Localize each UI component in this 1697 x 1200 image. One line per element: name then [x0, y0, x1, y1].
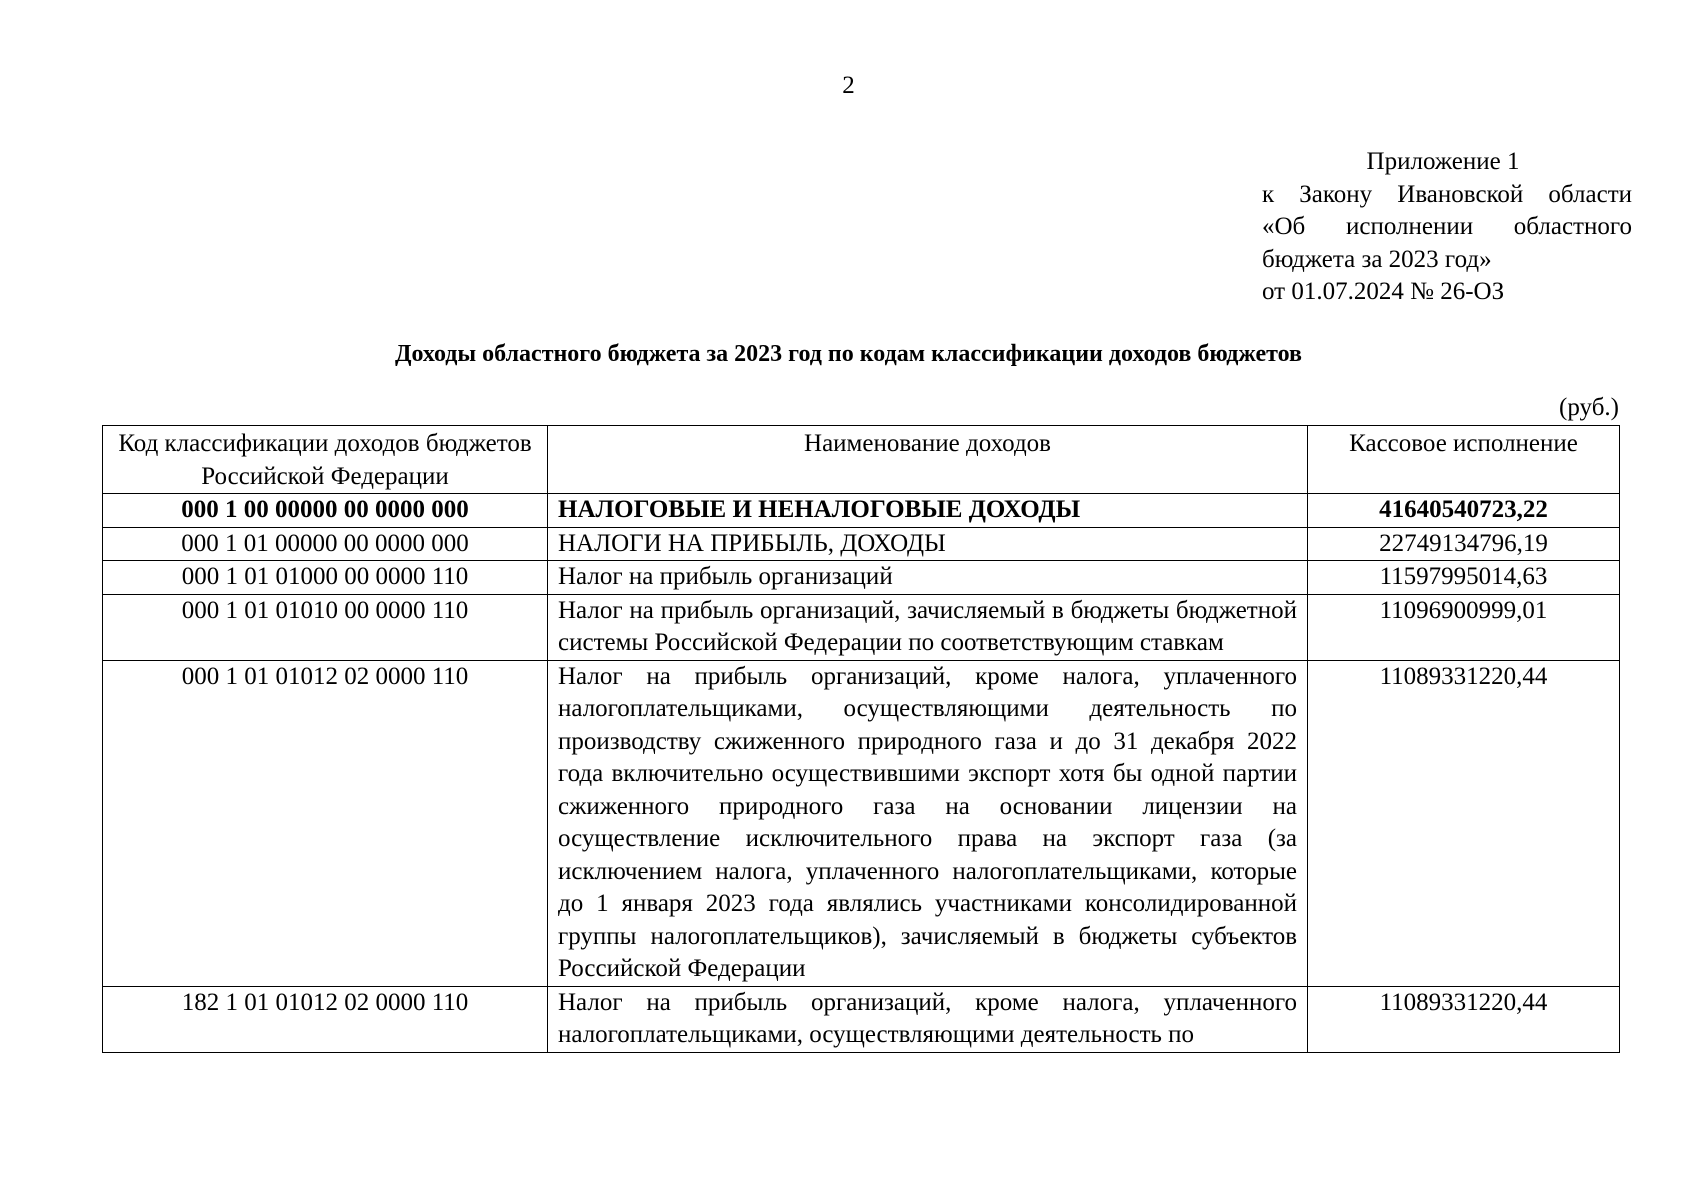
appendix-line: от 01.07.2024 № 26-ОЗ	[1262, 278, 1505, 305]
appendix-line: бюджета за 2023 год»	[1262, 245, 1492, 273]
row-code: 000 1 01 01010 00 0000 110	[103, 594, 548, 660]
row-amount: 22749134796,19	[1308, 527, 1620, 561]
row-code: 000 1 00 00000 00 0000 000	[103, 494, 548, 528]
appendix-line: «Об исполнении областного	[1262, 213, 1632, 240]
income-table	[102, 425, 1620, 1053]
table-row	[103, 660, 1620, 986]
header-amount: Кассовое исполнение	[1308, 426, 1620, 494]
row-code: 000 1 01 00000 00 0000 000	[103, 527, 548, 561]
header-code: Код классификации доходов бюджетов Российской Федерации	[103, 426, 548, 494]
page-number: 2	[842, 72, 855, 99]
row-amount: 11096900999,01	[1308, 594, 1620, 660]
row-name: Налог на прибыль организаций, зачисляемый в бюджеты бюджетной системы Российской Федерации по соответствующим ставкам	[548, 594, 1308, 660]
header-name: Наименование доходов	[548, 426, 1308, 494]
row-code: 182 1 01 01012 02 0000 110	[103, 986, 548, 1052]
row-name: НАЛОГИ НА ПРИБЫЛЬ, ДОХОДЫ	[548, 527, 1308, 561]
row-name: НАЛОГОВЫЕ И НЕНАЛОГОВЫЕ ДОХОДЫ	[548, 494, 1308, 528]
appendix-line: к Закону Ивановской области	[1262, 180, 1632, 208]
appendix-line: Приложение 1	[1366, 148, 1520, 175]
currency-unit: (руб.)	[1559, 394, 1619, 421]
appendix-reference	[1262, 146, 1632, 309]
table-row	[103, 561, 1620, 595]
document-title: Доходы областного бюджета за 2023 год по кодам классификации доходов бюджетов	[394, 341, 1303, 367]
table-row	[103, 527, 1620, 561]
table-row	[103, 494, 1620, 528]
row-code: 000 1 01 01000 00 0000 110	[103, 561, 548, 595]
row-amount: 11597995014,63	[1308, 561, 1620, 595]
row-amount: 11089331220,44	[1308, 986, 1620, 1052]
table-header-row	[103, 426, 1620, 494]
row-name: Налог на прибыль организаций, кроме налога, уплаченного налогоплательщиками, осуществляющими деятельность по производству сжиженного природного газа и до 31 декабря 2022 года включительно осуществившими экспорт хотя бы одной партии сжиженного природного газа на основании лицензии на осуществление исключительного права на экспорт газа (за исключением налога, уплаченного налогоплательщиками, которые до 1 января 2023 года являлись участниками консолидированной группы налогоплательщиков), зачисляемый в бюджеты субъектов Российской Федерации	[548, 660, 1308, 986]
table-row	[103, 986, 1620, 1052]
table-row	[103, 594, 1620, 660]
row-amount: 11089331220,44	[1308, 660, 1620, 986]
row-name: Налог на прибыль организаций, кроме налога, уплаченного налогоплательщиками, осуществляющими деятельность по	[548, 986, 1308, 1052]
row-code: 000 1 01 01012 02 0000 110	[103, 660, 548, 986]
row-name: Налог на прибыль организаций	[548, 561, 1308, 595]
row-amount: 41640540723,22	[1308, 494, 1620, 528]
